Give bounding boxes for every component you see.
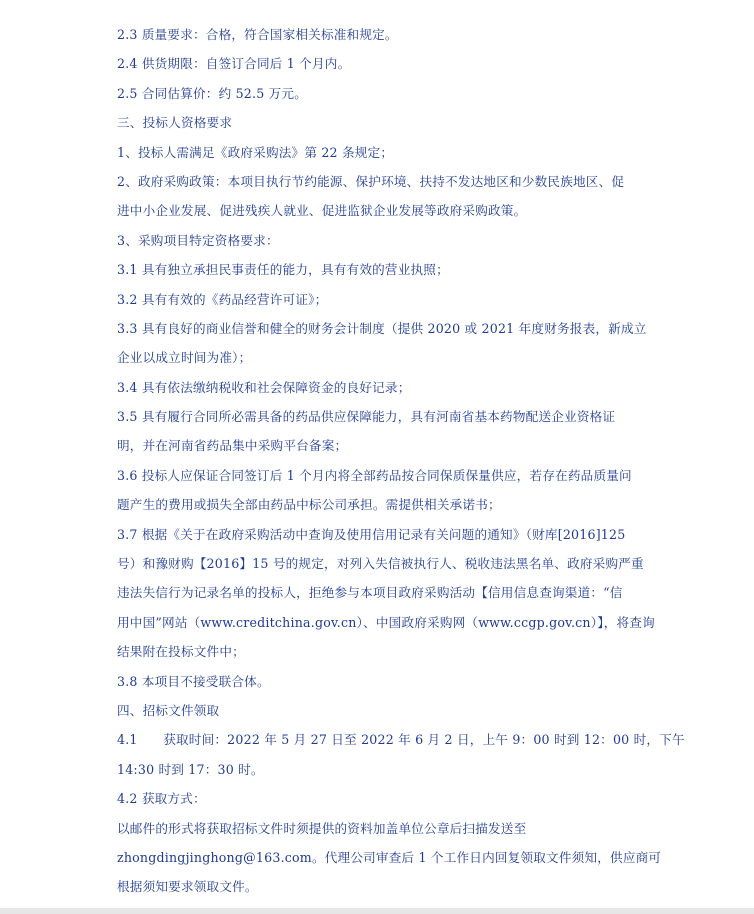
text-line: 3.7 根据《关于在政府采购活动中查询及使用信用记录有关问题的通知》（财库[2016]125 xyxy=(117,526,626,542)
text-line: zhongdingjinghong@163.com。代理公司审查后 1 个工作日内回复领取文件须知，供应商可 xyxy=(117,849,662,865)
text-line: 2.4 供货期限：自签订合同后 1 个月内。 xyxy=(117,56,351,72)
text-line: 违法失信行为记录名单的投标人，拒绝参与本项目政府采购活动【信用信息查询渠道：“信 xyxy=(117,585,623,601)
text-line: 题产生的费用或损失全部由药品中标公司承担。需提供相关承诺书； xyxy=(117,497,501,513)
text-line: 3、采购项目特定资格要求： xyxy=(117,232,279,248)
text-line: 3.8 本项目不接受联合体。 xyxy=(117,673,270,689)
text-line: 1、投标人需满足《政府采购法》第 22 条规定； xyxy=(117,144,394,160)
text-line: 3.3 具有良好的商业信誉和健全的财务会计制度（提供 2020 或 2021 年度财务报表，新成立 xyxy=(117,320,647,336)
text-line: 3.4 具有依法缴纳税收和社会保障资金的良好记录； xyxy=(117,379,411,395)
text-line: 3.5 具有履行合同所必需具备的药品供应保障能力，具有河南省基本药物配送企业资格证 xyxy=(117,409,616,425)
text-line: 号）和豫财购【2016】15 号的规定，对列入失信被执行人、税收违法黑名单、政府采购严重 xyxy=(117,556,644,572)
section-heading: 三、投标人资格要求 xyxy=(117,115,233,131)
text-line: 2.5 合同估算价：约 52.5 万元。 xyxy=(117,85,308,101)
text-line: 用中国”网站（www.creditchina.gov.cn）、中国政府采购网（www.ccgp.gov.cn）】，将查询 xyxy=(117,614,655,630)
text-line: 根据须知要求领取文件。 xyxy=(117,879,258,895)
bottom-divider xyxy=(0,908,754,914)
text-line: 企业以成立时间为准）； xyxy=(117,350,252,366)
text-line: 明，并在河南省药品集中采购平台备案； xyxy=(117,438,348,454)
text-line: 14:30 时到 17：30 时。 xyxy=(117,761,264,777)
section-heading: 四、招标文件领取 xyxy=(117,702,220,718)
text-line: 结果附在投标文件中； xyxy=(117,644,245,660)
text-line: 3.1 具有独立承担民事责任的能力，具有有效的营业执照； xyxy=(117,262,449,278)
text-line: 4.1 获取时间：2022 年 5 月 27 日至 2022 年 6 月 2 日，上午 9：00 时到 12：00 时，下午 xyxy=(117,732,685,748)
text-line: 进中小企业发展、促进残疾人就业、促进监狱企业发展等政府采购政策。 xyxy=(117,203,527,219)
text-line: 以邮件的形式将获取招标文件时须提供的资料加盖单位公章后扫描发送至 xyxy=(117,820,527,836)
text-line: 4.2 获取方式： xyxy=(117,791,206,807)
text-line: 2、政府采购政策：本项目执行节约能源、保护环境、扶持不发达地区和少数民族地区、促 xyxy=(117,173,625,189)
text-line: 3.6 投标人应保证合同签订后 1 个月内将全部药品按合同保质保量供应，若存在药品质量问 xyxy=(117,467,632,483)
text-line: 3.2 具有有效的《药品经营许可证》； xyxy=(117,291,328,307)
text-line: 2.3 质量要求：合格，符合国家相关标准和规定。 xyxy=(117,27,398,42)
